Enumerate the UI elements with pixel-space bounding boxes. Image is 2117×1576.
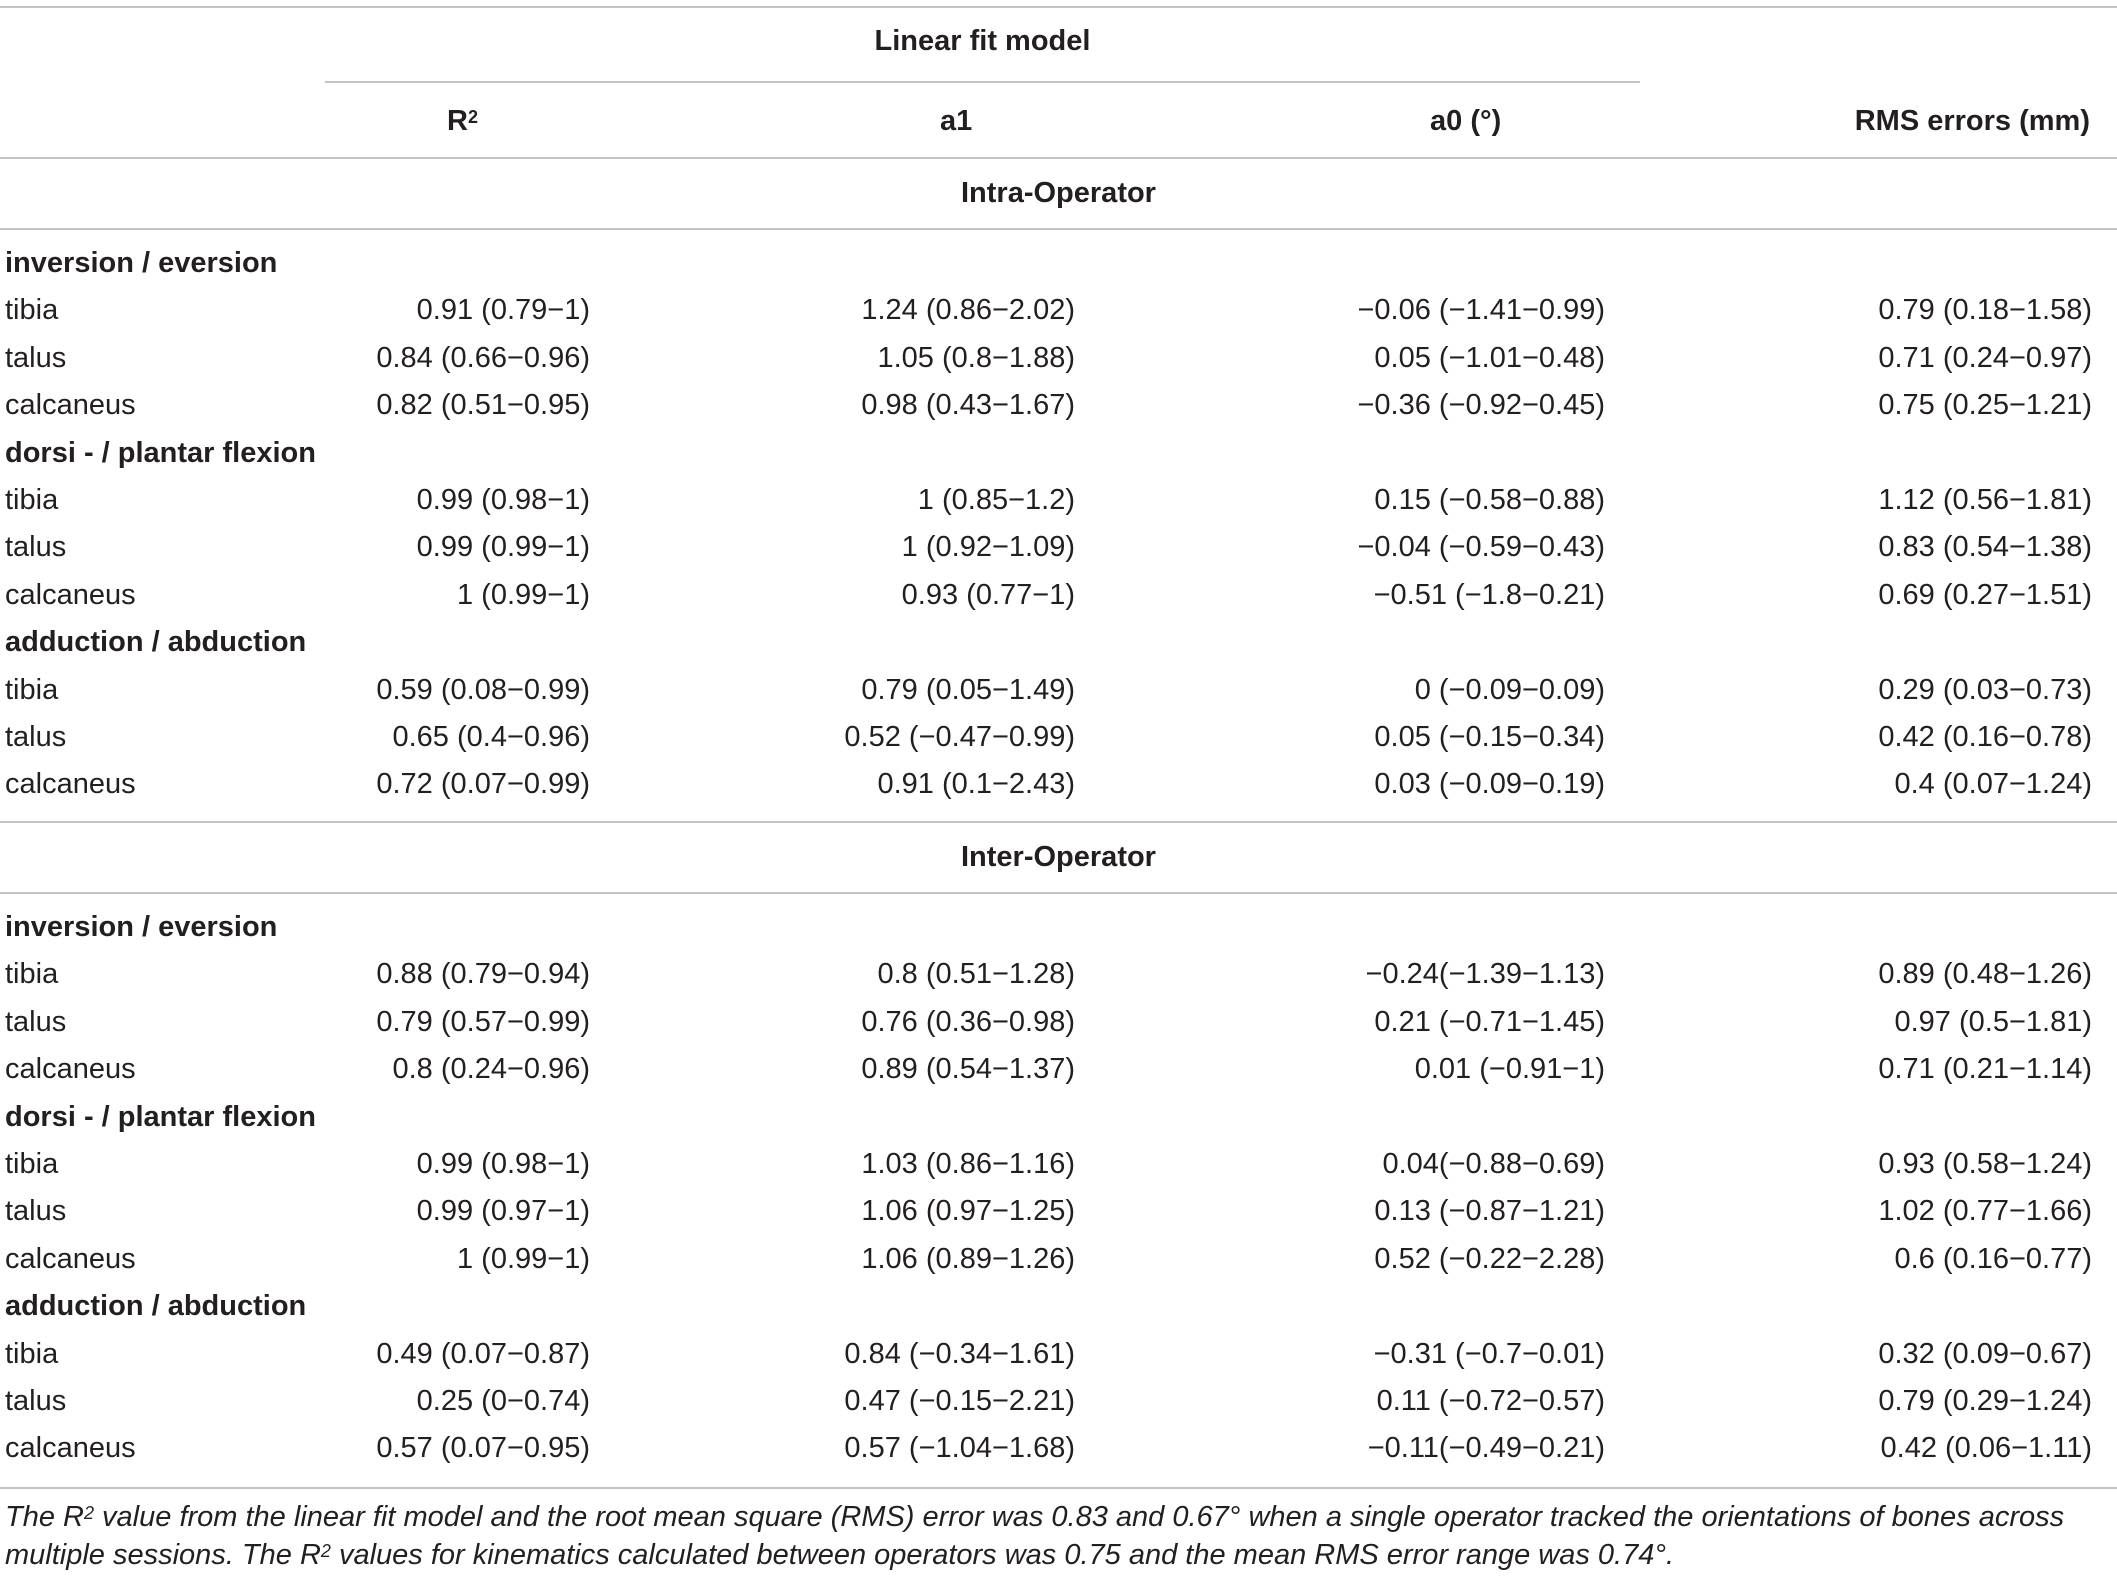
rms-cell: 0.93 (0.58−1.24)	[1878, 1148, 2092, 1180]
a1-cell: 1.24 (0.86−2.02)	[861, 294, 1075, 326]
model-header-underline	[325, 81, 1640, 83]
a0-cell: −0.36 (−0.92−0.45)	[1357, 389, 1605, 421]
a1-cell: 1 (0.92−1.09)	[901, 531, 1075, 563]
table-footnote: The $R^2$ value from the linear fit model and the root mean square (RMS) error was 0.83 and 0.67° when a single operator tracked the orientations of bones across multiple sessions. The $R^2$ values for kinematics calculated between operators was 0.75 and the mean RMS error range was 0.74°.	[5, 1501, 2065, 1571]
a1-cell: 0.57 (−1.04−1.68)	[844, 1432, 1075, 1464]
a0-cell: 0.04(−0.88−0.69)	[1382, 1148, 1605, 1180]
a1-cell: 0.47 (−0.15−2.21)	[844, 1385, 1075, 1417]
bone-cell: talus	[5, 1195, 67, 1227]
a0-cell: 0.13 (−0.87−1.21)	[1374, 1195, 1605, 1227]
a1-cell: 1 (0.85−1.2)	[917, 484, 1075, 516]
r2-cell: 0.99 (0.97−1)	[416, 1195, 590, 1227]
bone-cell: tibia	[5, 674, 59, 706]
column-header-rms-errors: RMS errors (mm)	[1854, 105, 2090, 137]
bone-cell: talus	[5, 342, 67, 374]
a1-cell: 0.76 (0.36−0.98)	[861, 1006, 1075, 1038]
section-title-intra-operator: Intra-Operator	[961, 177, 1156, 209]
rms-cell: 0.4 (0.07−1.24)	[1894, 768, 2092, 800]
a0-cell: 0.11 (−0.72−0.57)	[1376, 1385, 1605, 1417]
a0-cell: 0.01 (−0.91−1)	[1414, 1053, 1605, 1085]
r2-cell: 0.82 (0.51−0.95)	[376, 389, 590, 421]
a0-cell: 0.05 (−1.01−0.48)	[1374, 342, 1605, 374]
r2-cell: 0.84 (0.66−0.96)	[376, 342, 590, 374]
bone-cell: calcaneus	[5, 1432, 136, 1464]
bone-cell: calcaneus	[5, 1053, 136, 1085]
a0-cell: 0.21 (−0.71−1.45)	[1374, 1006, 1605, 1038]
a0-cell: −0.31 (−0.7−0.01)	[1373, 1338, 1605, 1370]
bone-cell: tibia	[5, 1148, 59, 1180]
bone-cell: tibia	[5, 294, 59, 326]
linear-fit-model-header: Linear fit model	[874, 25, 1091, 57]
r2-cell: 0.49 (0.07−0.87)	[376, 1338, 590, 1370]
column-header-a1: a1	[940, 105, 973, 137]
a1-cell: 0.52 (−0.47−0.99)	[844, 721, 1075, 753]
rms-cell: 0.97 (0.5−1.81)	[1894, 1006, 2092, 1038]
r2-cell: 0.65 (0.4−0.96)	[392, 721, 590, 753]
a1-cell: 0.91 (0.1−2.43)	[877, 768, 1075, 800]
rms-cell: 0.71 (0.21−1.14)	[1878, 1053, 2092, 1085]
bone-cell: tibia	[5, 484, 59, 516]
a0-cell: 0.03 (−0.09−0.19)	[1374, 768, 1605, 800]
bone-cell: tibia	[5, 958, 59, 990]
a0-cell: 0.52 (−0.22−2.28)	[1374, 1243, 1605, 1275]
a1-cell: 0.98 (0.43−1.67)	[861, 389, 1075, 421]
bone-cell: calcaneus	[5, 579, 136, 611]
r2-cell: 1 (0.99−1)	[456, 579, 590, 611]
group-label: dorsi - / plantar flexion	[5, 1101, 316, 1133]
bone-cell: calcaneus	[5, 1243, 136, 1275]
a0-cell: −0.11(−0.49−0.21)	[1367, 1432, 1605, 1464]
r2-cell: 0.91 (0.79−1)	[416, 294, 590, 326]
a0-cell: −0.06 (−1.41−0.99)	[1357, 294, 1605, 326]
bone-cell: talus	[5, 1385, 67, 1417]
table-bottom-rule	[0, 1487, 2117, 1489]
inter-section-top-rule	[0, 821, 2117, 823]
column-header-a0: a0 (°)	[1430, 105, 1502, 137]
top-rule	[0, 6, 2117, 8]
rms-cell: 0.71 (0.24−0.97)	[1878, 342, 2092, 374]
r2-cell: 0.59 (0.08−0.99)	[376, 674, 590, 706]
rms-cell: 0.83 (0.54−1.38)	[1878, 531, 2092, 563]
bone-cell: calcaneus	[5, 768, 136, 800]
a0-cell: 0.05 (−0.15−0.34)	[1374, 721, 1605, 753]
r2-cell: 0.72 (0.07−0.99)	[376, 768, 590, 800]
bone-cell: talus	[5, 721, 67, 753]
rms-cell: 0.32 (0.09−0.67)	[1878, 1338, 2092, 1370]
group-label: dorsi - / plantar flexion	[5, 437, 316, 469]
a1-cell: 1.06 (0.97−1.25)	[861, 1195, 1075, 1227]
bone-cell: talus	[5, 531, 67, 563]
rms-cell: 0.6 (0.16−0.77)	[1894, 1243, 2092, 1275]
a1-cell: 0.93 (0.77−1)	[901, 579, 1075, 611]
group-label: inversion / eversion	[5, 247, 278, 279]
rms-cell: 0.42 (0.06−1.11)	[1880, 1432, 2092, 1464]
rms-cell: 0.69 (0.27−1.51)	[1878, 579, 2092, 611]
r2-cell: 0.8 (0.24−0.96)	[392, 1053, 590, 1085]
column-header-r2: $R^2$	[447, 105, 478, 137]
header-bottom-rule	[0, 157, 2117, 159]
group-label: adduction / abduction	[5, 1290, 307, 1322]
a1-cell: 0.89 (0.54−1.37)	[861, 1053, 1075, 1085]
rms-cell: 0.42 (0.16−0.78)	[1878, 721, 2092, 753]
r2-cell: 0.25 (0−0.74)	[416, 1385, 590, 1417]
bone-cell: tibia	[5, 1338, 59, 1370]
rms-cell: 0.75 (0.25−1.21)	[1878, 389, 2092, 421]
r2-cell: 1 (0.99−1)	[456, 1243, 590, 1275]
bone-cell: talus	[5, 1006, 67, 1038]
r2-cell: 0.99 (0.98−1)	[416, 1148, 590, 1180]
a0-cell: −0.04 (−0.59−0.43)	[1357, 531, 1605, 563]
a1-cell: 1.05 (0.8−1.88)	[877, 342, 1075, 374]
rms-cell: 1.12 (0.56−1.81)	[1878, 484, 2092, 516]
rms-cell: 1.02 (0.77−1.66)	[1878, 1195, 2092, 1227]
a0-cell: 0.15 (−0.58−0.88)	[1374, 484, 1605, 516]
rms-cell: 0.79 (0.18−1.58)	[1878, 294, 2092, 326]
inter-section-rule	[0, 892, 2117, 894]
group-label: inversion / eversion	[5, 911, 278, 943]
section-title-inter-operator: Inter-Operator	[961, 841, 1156, 873]
rms-cell: 0.89 (0.48−1.26)	[1878, 958, 2092, 990]
a1-cell: 0.79 (0.05−1.49)	[861, 674, 1075, 706]
r2-cell: 0.57 (0.07−0.95)	[376, 1432, 590, 1464]
bone-cell: calcaneus	[5, 389, 136, 421]
a1-cell: 1.06 (0.89−1.26)	[861, 1243, 1075, 1275]
intra-section-rule	[0, 228, 2117, 230]
a1-cell: 0.84 (−0.34−1.61)	[844, 1338, 1075, 1370]
r2-cell: 0.88 (0.79−0.94)	[376, 958, 590, 990]
a0-cell: −0.51 (−1.8−0.21)	[1373, 579, 1605, 611]
r2-cell: 0.99 (0.99−1)	[416, 531, 590, 563]
r2-cell: 0.99 (0.98−1)	[416, 484, 590, 516]
a1-cell: 1.03 (0.86−1.16)	[861, 1148, 1075, 1180]
a1-cell: 0.8 (0.51−1.28)	[877, 958, 1075, 990]
a0-cell: −0.24(−1.39−1.13)	[1365, 958, 1605, 990]
r2-cell: 0.79 (0.57−0.99)	[376, 1006, 590, 1038]
a0-cell: 0 (−0.09−0.09)	[1414, 674, 1605, 706]
rms-cell: 0.79 (0.29−1.24)	[1878, 1385, 2092, 1417]
rms-cell: 0.29 (0.03−0.73)	[1878, 674, 2092, 706]
group-label: adduction / abduction	[5, 626, 307, 658]
